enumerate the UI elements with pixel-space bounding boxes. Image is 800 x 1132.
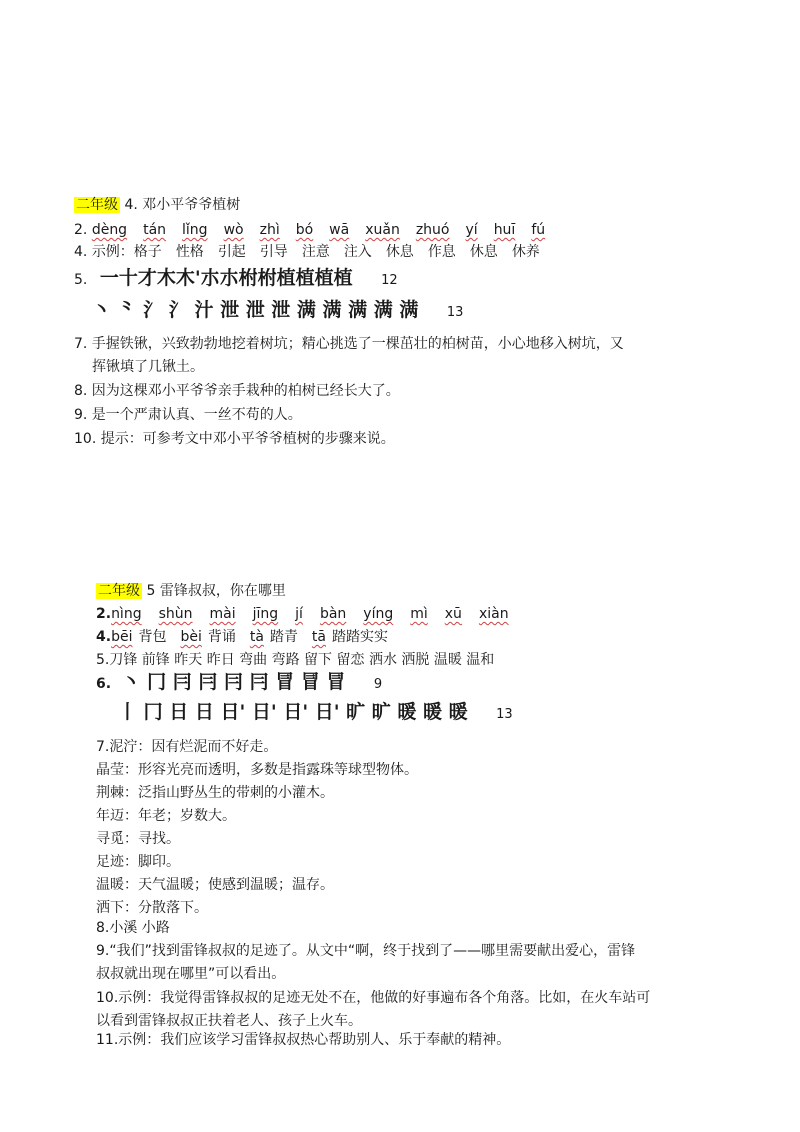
section2-lesson-number: 5 [146,583,156,599]
s2-q10-line1: 10.示例：我觉得雷锋叔叔的足迹无处不在，他做的好事遍布各个角落。比如，在火车站可 [96,990,651,1006]
s1-q2-pinyin: lǐng [182,222,208,238]
s2-q9-line2: 叔叔就出现在哪里”可以看出。 [96,966,286,982]
s1-q2-pinyin: zhuó [415,222,450,238]
section1-lesson-title: 邓小平爷爷植树 [142,197,241,213]
s2-q2-pinyin: mì [410,606,428,622]
s2-q10-line2: 以看到雷锋叔叔正扶着老人、孩子上火车。 [96,1013,362,1029]
s2-q6-row2 [118,702,513,725]
s1-q2-pinyin: wā [329,222,350,238]
s1-q4-word: 休息 [469,244,498,260]
s1-q9: 9. 是一个严肃认真、一丝不苟的人。 [74,407,302,423]
s2-q4 [96,627,394,647]
s1-q2 [74,220,561,240]
s2-q4-pinyin: bèi [180,629,202,645]
s1-q2-pinyin: dèng [91,222,128,238]
s2-q2 [96,604,526,624]
s2-q2-pinyin: yíng [363,606,394,622]
s2-q4-word: 踏踏实实 [332,629,388,645]
section2-grade: 二年级 [98,583,140,599]
s2-q7-item: 寻觅：寻找。 [96,831,180,847]
s1-q4-example: 示例：格子 [91,244,162,260]
s1-q4-word: 作息 [427,244,456,260]
s1-q2-pinyin: bó [295,222,314,238]
s2-q7-item: 洒下：分散落下。 [96,900,208,916]
s1-q5-count-a: 12 [381,273,398,288]
s2-q2-pinyin: xiàn [478,606,509,622]
s1-q5-strokes-b: 丶 ⺀ 氵 氵 汁 泄 泄 泄 满 满 满 满 满 [92,299,419,321]
s2-q7-item: 足迹：脚印。 [96,854,180,870]
s2-q2-pinyin: nìng [111,606,142,622]
s2-q8: 8.小溪 小路 [96,920,170,936]
s2-q2-pinyin: jīng [252,606,279,622]
s2-q6-count-b: 13 [496,707,513,722]
s2-q9-line1: 9.“我们”找到雷锋叔叔的足迹了。从文中“啊，终于找到了——哪里需要献出爱心，雷锋 [96,943,636,959]
s1-q5-count-b: 13 [446,305,464,320]
s1-q2-pinyin: fú [531,222,546,238]
s1-q4-word: 注意 [301,244,330,260]
s2-q2-pinyin: mài [209,606,236,622]
s1-q2-pinyin: huī [493,222,516,238]
s2-q4-label: 4. [96,629,112,645]
s1-q5-row2 [92,300,463,323]
s2-q2-label: 2. [96,606,112,622]
s2-q2-pinyin: xū [444,606,462,622]
s2-q6-count-a: 9 [373,677,383,692]
s1-q10: 10. 提示：可参考文中邓小平爷爷植树的步骤来说。 [74,431,395,447]
s2-q7-item: 年迈：年老；岁数大。 [96,808,236,824]
s1-q7-line2: 挥锹填了几锹土。 [92,359,204,375]
s1-q4-word: 休息 [385,244,414,260]
section1-lesson-number: 4. [124,197,138,213]
s2-q2-pinyin: jí [295,606,303,622]
s1-q2-label: 2. [74,222,88,238]
s2-q4-word: 背包 [138,629,167,645]
s2-q5: 5.刀锋 前锋 昨天 昨日 弯曲 弯路 留下 留恋 洒水 洒脱 温暖 温和 [96,652,495,668]
s1-q5-label: 5. [74,272,88,288]
s2-q4-pinyin: bēi [111,629,133,645]
s1-q2-pinyin: xuǎn [365,222,400,238]
s2-q4-pinyin: tā [311,629,326,645]
section2-lesson-title: 雷锋叔叔，你在哪里 [159,583,286,599]
s2-q7-item: 荆棘：泛指山野丛生的带刺的小灌木。 [96,785,334,801]
s1-q4-word: 注入 [343,244,372,260]
s1-q4-label: 4. [74,244,88,260]
s2-q6-strokes-a: 丶 冂 冃 冃 冃 冃 冒 冒 冒 [121,671,346,693]
s2-q6-label: 6. [96,676,112,692]
s2-q4-word: 背诵 [207,629,236,645]
s2-q6-strokes-b: 丨 冂 日 日 日' 日' 日' 日' 旷 旷 暖 暖 暖 [118,701,468,723]
s1-q8: 8. 因为这棵邓小平爷爷亲手栽种的柏树已经长大了。 [74,383,400,399]
s1-q5-strokes-a: 一十才木木'朩朩柎柎植植植植 [99,267,353,289]
s1-q7-line1: 7. 手握铁锹，兴致勃勃地挖着树坑；精心挑选了一棵茁壮的柏树苗，小心地移入树坑，又 [74,336,624,352]
s1-q4-word: 性格 [175,244,204,260]
s1-q4-word: 引导 [259,244,288,260]
section1-grade: 二年级 [76,197,118,213]
s2-q7-item: 温暖：天气温暖；使感到温暖；温存。 [96,877,334,893]
s2-q7-item: 晶莹：形容光亮而透明，多数是指露珠等球型物体。 [96,762,418,778]
s1-q4-word: 休养 [511,244,540,260]
s2-q11: 11.示例：我们应该学习雷锋叔叔热心帮助别人、乐于奉献的精神。 [96,1032,511,1048]
s1-q2-pinyin: wò [223,222,244,238]
s1-q2-pinyin: zhì [259,222,280,238]
s2-q4-pinyin: tà [249,629,264,645]
s2-q6-row1 [96,672,382,695]
s1-q2-pinyin: yí [465,222,478,238]
section2-title [96,581,286,601]
s1-q2-pinyin: tán [143,222,167,238]
section1-title [74,195,240,215]
s1-q4-word: 引起 [217,244,246,260]
s2-q2-pinyin: shùn [158,606,193,622]
s1-q5-row1 [74,268,398,291]
s2-q4-word: 踏青 [269,629,298,645]
s2-q7-item: 7.泥泞：因有烂泥而不好走。 [96,739,278,755]
s2-q2-pinyin: bàn [319,606,347,622]
s1-q4 [74,242,554,262]
